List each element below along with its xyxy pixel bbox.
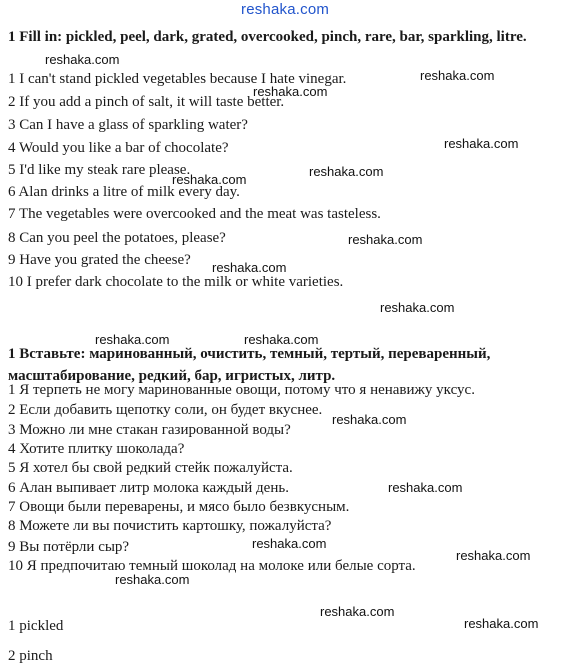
watermark: reshaka.com <box>309 164 384 179</box>
sentence-ru-7: 7 Овощи были переварены, и мясо было безвкусным. <box>8 499 350 515</box>
watermark: reshaka.com <box>380 300 455 315</box>
watermark: reshaka.com <box>45 52 120 67</box>
watermark: reshaka.com <box>212 260 287 275</box>
sentence-ru-4: 4 Хотите плитку шоколада? <box>8 441 185 457</box>
site-watermark: reshaka.com <box>241 1 330 18</box>
sentence-ru-8: 8 Можете ли вы почистить картошку, пожалуйста? <box>8 518 332 534</box>
sentence-en-7: 7 The vegetables were overcooked and the meat was tasteless. <box>8 206 381 222</box>
answer-2: 2 pinch <box>8 648 53 664</box>
watermark: reshaka.com <box>252 536 327 551</box>
sentence-ru-1: 1 Я терпеть не могу маринованные овощи, потому что я ненавижу уксус. <box>8 382 475 398</box>
watermark: reshaka.com <box>420 68 495 83</box>
exercise-heading-ru: 1 Вставьте: маринованный, очистить, темный, тертый, переваренный, масштабирование, редкий, бар, игристых, литр. <box>8 346 491 384</box>
watermark: reshaka.com <box>348 232 423 247</box>
sentence-en-6: 6 Alan drinks a litre of milk every day. <box>8 184 240 200</box>
sentence-en-9: 9 Have you grated the cheese? <box>8 252 191 268</box>
sentence-ru-3: 3 Можно ли мне стакан газированной воды? <box>8 422 291 438</box>
sentence-en-5: 5 I'd like my steak rare please. <box>8 162 191 178</box>
sentence-en-8: 8 Can you peel the potatoes, please? <box>8 230 226 246</box>
watermark: reshaka.com <box>388 480 463 495</box>
answer-1: 1 pickled <box>8 618 64 634</box>
sentence-ru-10: 10 Я предпочитаю темный шоколад на молоке или белые сорта. <box>8 558 416 574</box>
watermark: reshaka.com <box>320 604 395 619</box>
sentence-en-4: 4 Would you like a bar of chocolate? <box>8 140 229 156</box>
sentence-en-3: 3 Can I have a glass of sparkling water? <box>8 117 248 133</box>
watermark: reshaka.com <box>95 332 170 347</box>
sentence-ru-6: 6 Алан выпивает литр молока каждый день. <box>8 480 289 496</box>
sentence-en-2: 2 If you add a pinch of salt, it will taste better. <box>8 94 285 110</box>
sentence-en-1: 1 I can't stand pickled vegetables because I hate vinegar. <box>8 71 347 87</box>
sentence-ru-5: 5 Я хотел бы свой редкий стейк пожалуйста. <box>8 460 293 476</box>
exercise-heading-en: 1 Fill in: pickled, peel, dark, grated, overcooked, pinch, rare, bar, sparkling, litre. <box>8 29 527 45</box>
watermark: reshaka.com <box>444 136 519 151</box>
sentence-ru-2: 2 Если добавить щепотку соли, он будет вкуснее. <box>8 402 323 418</box>
watermark: reshaka.com <box>244 332 319 347</box>
watermark: reshaka.com <box>115 572 190 587</box>
watermark: reshaka.com <box>172 172 247 187</box>
sentence-en-10: 10 I prefer dark chocolate to the milk or white varieties. <box>8 274 344 290</box>
watermark: reshaka.com <box>464 616 539 631</box>
watermark: reshaka.com <box>253 84 328 99</box>
watermark: reshaka.com <box>456 548 531 563</box>
watermark: reshaka.com <box>332 412 407 427</box>
sentence-ru-9: 9 Вы потёрли сыр? <box>8 539 130 555</box>
